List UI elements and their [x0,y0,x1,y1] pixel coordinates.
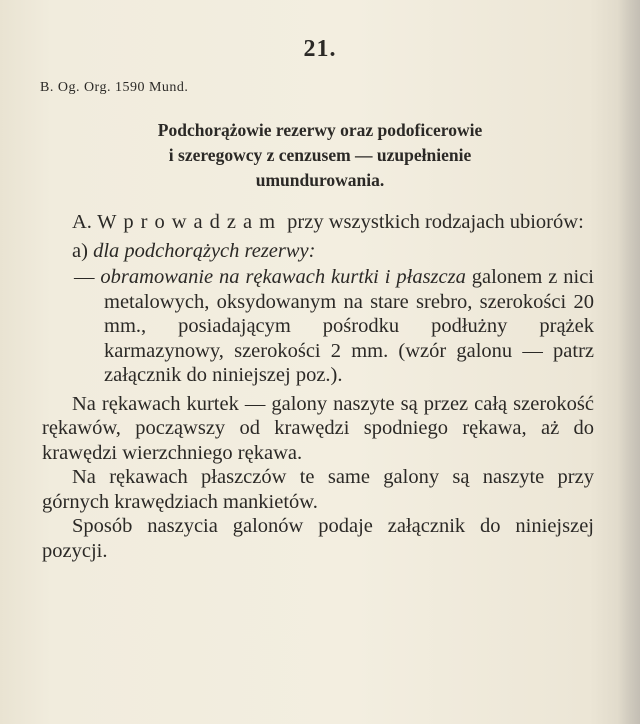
intro-spaced-word: Wprowadzam [97,211,283,233]
paragraph-sewing-method: Sposób naszycia galonów podaje załącznik do niniejszej pozycji. [42,515,594,562]
body-text [42,210,594,563]
item-a-label: a) [72,239,88,262]
section-heading [40,118,600,193]
intro-paragraph [42,210,594,235]
intro-rest: przy wszystkich rodzajach ubiorów: [287,211,584,233]
dash-item-italic: obramowanie na rękawach kurtki i płaszcza [100,266,466,288]
heading-line-2: i szeregowcy z cenzusem — uzupełnienie [168,145,472,165]
dash-marker: — [74,266,95,288]
page-edge-shadow [618,0,640,724]
dash-item-rest: galonem z nici metalowych, oksydowanym na stare srebro, szerokości 20 mm., posiadającym pośrodku podłużny prążek karmazynowy, szerokości 2 mm. (wzór galonu — patrz załącznik do niniejszej poz.). [104,266,594,386]
list-item-a [42,239,594,264]
heading-line-1: Podchorążowie rezerwy oraz podoficerowie [157,120,483,140]
page-number: 21. [303,36,337,62]
heading-line-3: umundurowania. [255,170,385,190]
intro-prefix: A. [72,211,92,233]
paragraph-sleeves-coats: Na rękawach płaszczów te same galony są naszyte przy górnych krawędziach mankietów. [42,466,594,513]
paragraph-sleeves-jackets: Na rękawach kurtek — galony naszyte są przez całą szerokość rękawów, począwszy od krawędzi spodniego rękawa, aż do krawędzi wierzchniego rękawa. [42,392,594,464]
item-a-title: dla podchorążych rezerwy: [93,239,316,262]
list-item-dash [42,265,594,388]
order-reference: B. Og. Org. 1590 Mund. [40,80,189,95]
